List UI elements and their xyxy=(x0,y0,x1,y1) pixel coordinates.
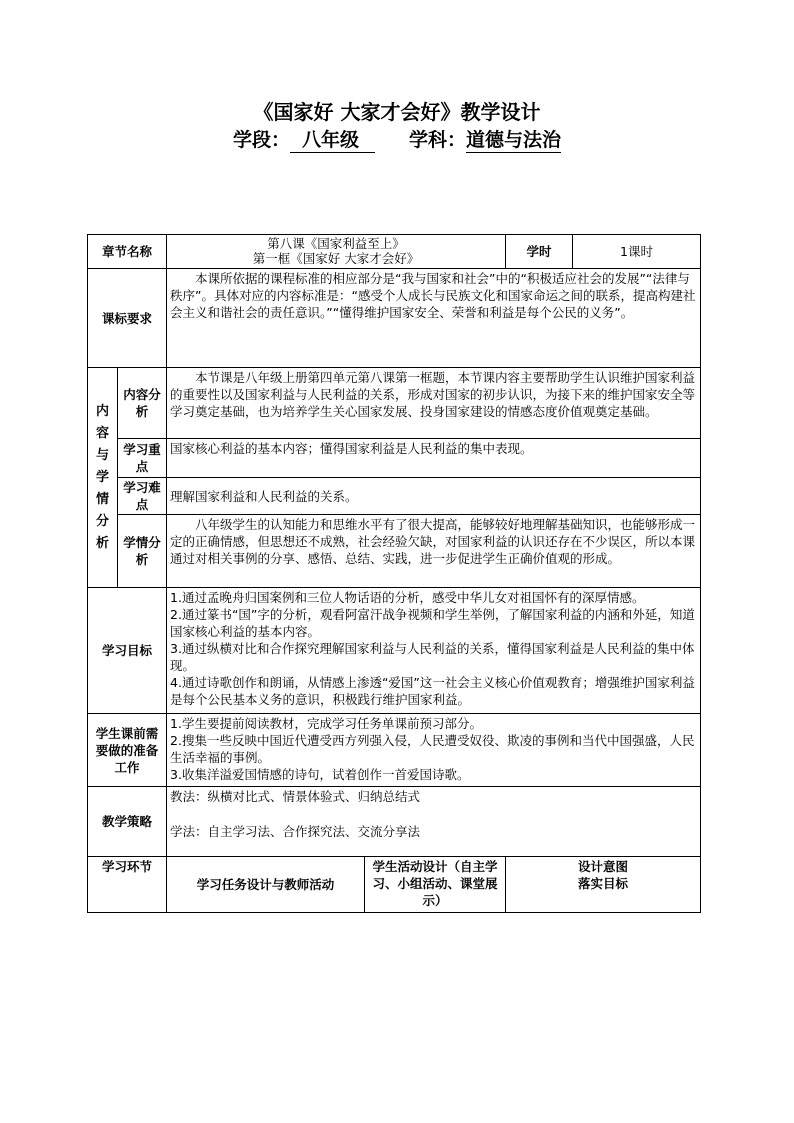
teaching-method: 教法：纵横对比式、情景体验式、归纳总结式 xyxy=(170,789,421,804)
key-points-label: 学习重点 xyxy=(118,439,167,478)
prep-item: 2.搜集一些反映中国近代遭受西方列强入侵，人民遭受奴役、欺凌的事例和当代中国强盛，人民生活幸福的事例。 xyxy=(170,733,695,765)
content-analysis-text: 本节课是八年级上册第四单元第八课第一框题，本节课内容主要帮助学生认识维护国家利益的重要性以及国家利益与人民利益的关系，形成对国家的初步认识，为接下来的维护国家安全等学习奠定基础，也为培养学生关心国家发展、投身国家建设的情感态度价值观奠定基础。 xyxy=(167,368,701,439)
task-design-label: 学习任务设计与教师活动 xyxy=(167,857,365,913)
objective-item: 1.通过孟晚舟归国案例和三位人物话语的分析，感受中华儿女对祖国怀有的深厚情感。 xyxy=(170,590,645,605)
analysis-group-label xyxy=(88,368,118,588)
difficulty-text: 理解国家利益和人民利益的关系。 xyxy=(167,478,701,515)
strategy-cell xyxy=(167,787,701,857)
lesson-plan-table xyxy=(87,234,701,913)
objective-item: 2.通过篆书“国”字的分析，观看阿富汗战争视频和学生举例，了解国家利益的内涵和外延，知道国家核心利益的基本内容。 xyxy=(170,607,695,639)
prep-item: 1.学生要提前阅读教材，完成学习任务单课前预习部分。 xyxy=(170,716,482,731)
hours-label: 学时 xyxy=(506,235,573,269)
difficulty-row xyxy=(88,478,701,515)
prep-cell xyxy=(167,714,701,787)
grade-subject-line xyxy=(0,128,794,153)
objectives-label: 学习目标 xyxy=(88,588,167,714)
chapter-name-label: 章节名称 xyxy=(88,235,167,269)
difficulty-label: 学习难点 xyxy=(118,478,167,515)
strategy-row xyxy=(88,787,701,857)
subject-label: 学科： xyxy=(409,129,467,151)
grade-value: 八年级 xyxy=(290,128,375,153)
chapter-line-2: 第一框《国家好 大家才会好》 xyxy=(252,251,420,266)
standard-label: 课标要求 xyxy=(88,269,167,368)
strategy-label: 教学策略 xyxy=(88,787,167,857)
prep-row xyxy=(88,714,701,787)
stage-label: 学习环节 xyxy=(88,857,167,913)
hours-value: 1课时 xyxy=(573,235,701,269)
student-activity-label: 学生活动设计（自主学习、小组活动、课堂展示） xyxy=(365,857,506,913)
subject-value: 道德与法治 xyxy=(466,129,562,151)
design-intent-line-1: 设计意图 xyxy=(578,859,629,874)
prep-item: 3.收集洋溢爱国情感的诗句，试着创作一首爱国诗歌。 xyxy=(170,767,470,782)
student-analysis-text: 八年级学生的认知能力和思维水平有了很大提高，能够较好地理解基础知识，也能够形成一定的正确情感，但思想还不成熟，社会经验欠缺，对国家利益的认识还存在不少误区，所以本课通过对相关事例的分享、感悟、总结、实践，进一步促进学生正确价值观的形成。 xyxy=(167,515,701,588)
objective-item: 3.通过纵横对比和合作探究理解国家利益与人民利益的关系，懂得国家利益是人民利益的集中体现。 xyxy=(170,641,695,673)
objective-item: 4.通过诗歌创作和朗诵，从情感上渗透“爱国”这一社会主义核心价值观教育；增强维护国家利益是每个公民基本义务的意识，积极践行维护国家利益。 xyxy=(170,675,695,707)
content-analysis-label: 内容分析 xyxy=(118,368,167,439)
student-analysis-label: 学情分析 xyxy=(118,515,167,588)
learning-method: 学法：自主学习法、合作探究法、交流分享法 xyxy=(170,824,421,839)
standard-row xyxy=(88,269,701,368)
key-points-row xyxy=(88,439,701,478)
design-intent-label xyxy=(506,857,701,913)
design-intent-line-2: 落实目标 xyxy=(578,876,629,891)
standard-text: 本课所依据的课程标准的相应部分是“我与国家和社会”中的“积极适应社会的发展”“法律与秩序”。具体对应的内容标准是：“感受个人成长与民族文化和国家命运之间的联系，提高构建社会主义和谐社会的责任意识。”“懂得维护国家安全、荣誉和利益是每个公民的义务”。 xyxy=(167,269,701,368)
student-analysis-row xyxy=(88,515,701,588)
document-title: 《国家好 大家才会好》教学设计 xyxy=(253,100,541,124)
objectives-cell xyxy=(167,588,701,714)
analysis-group-text: 内容与学情分析 xyxy=(95,403,109,551)
chapter-row xyxy=(88,235,701,269)
objectives-row xyxy=(88,588,701,714)
grade-label: 学段： xyxy=(232,129,290,151)
chapter-line-1: 第八课《国家利益至上》 xyxy=(267,236,405,251)
content-analysis-row xyxy=(88,368,701,439)
chapter-name-cell xyxy=(167,235,506,269)
key-points-text: 国家核心利益的基本内容；懂得国家利益是人民利益的集中表现。 xyxy=(167,439,701,478)
prep-label: 学生课前需要做的准备工作 xyxy=(88,714,167,787)
stage-header-row xyxy=(88,857,701,913)
